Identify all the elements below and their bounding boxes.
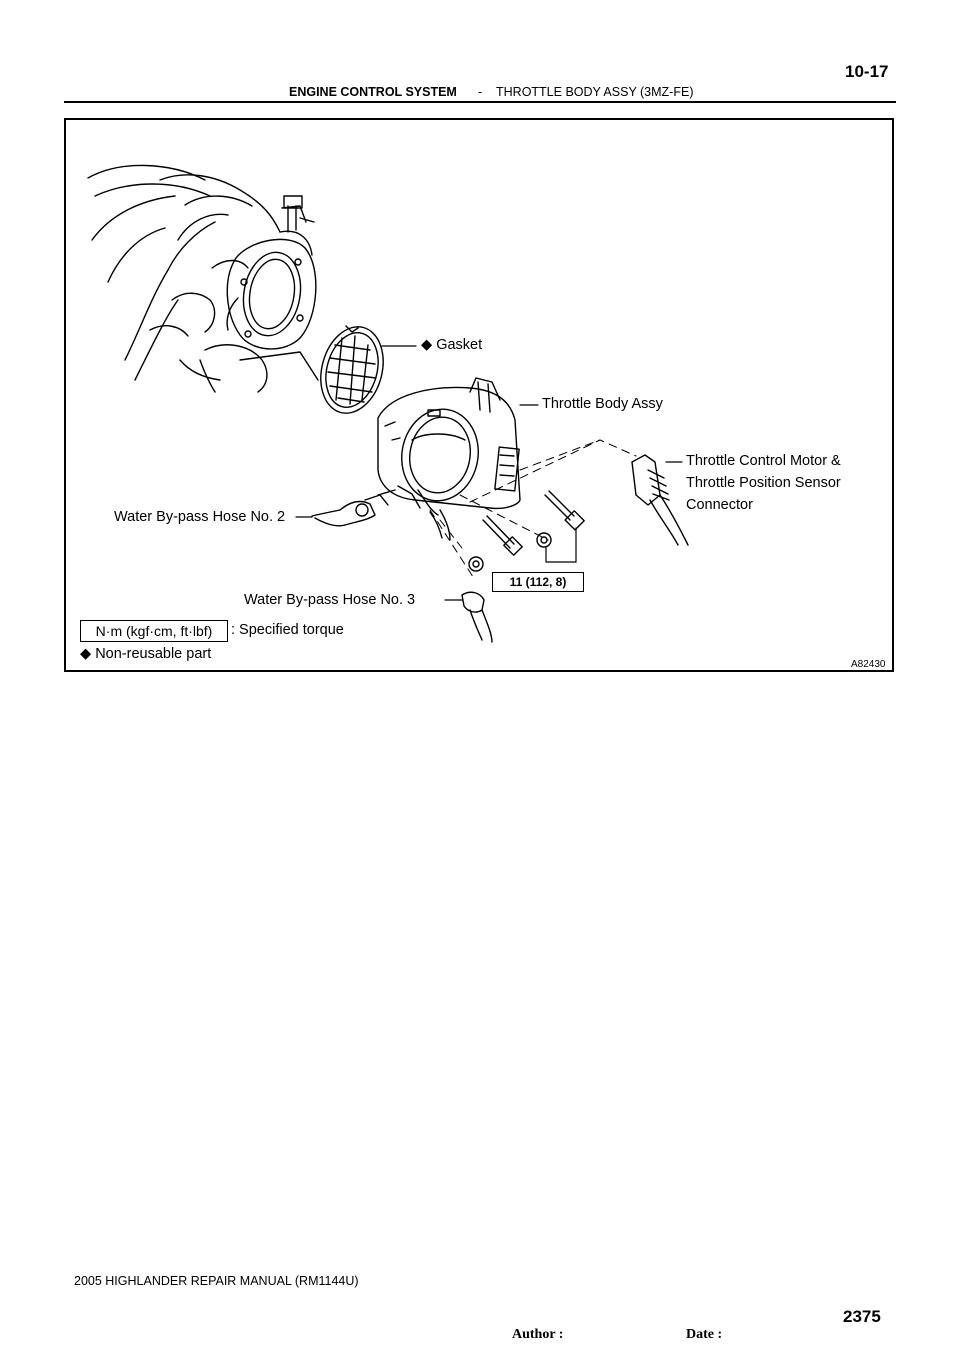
torque-value-box: 11 (112, 8) [492, 572, 584, 592]
non-reusable-legend-text: Non-reusable part [95, 646, 212, 662]
alignment-dashes [430, 440, 636, 580]
throttle-body-label: Throttle Body Assy [542, 396, 663, 412]
non-reusable-legend [80, 646, 211, 662]
page-total-number: 2375 [843, 1307, 881, 1326]
torque-unit-legend: N·m (kgf·cm, ft·lbf) [80, 620, 228, 642]
water-hose-no2-drawing [312, 490, 395, 526]
figure-code: A82430 [851, 659, 886, 670]
throttle-body-drawing [378, 378, 538, 515]
connector-drawing [632, 455, 688, 545]
connector-label-line3: Connector [686, 497, 753, 513]
connector-label-line1: Throttle Control Motor & [686, 453, 841, 469]
header-separator: - [478, 85, 483, 99]
manifold-flange-drawing [227, 239, 316, 349]
gasket-label-text: Gasket [436, 337, 483, 353]
bolts-drawing [469, 491, 584, 571]
page-number: 10-17 [845, 62, 889, 81]
torque-desc-legend: : Specified torque [231, 622, 344, 638]
page-title: THROTTLE BODY ASSY (3MZ-FE) [496, 85, 694, 99]
connector-label-line2: Throttle Position Sensor [686, 475, 841, 491]
water-hose-no3-drawing [430, 510, 492, 642]
hose-no2-label: Water By-pass Hose No. 2 [114, 509, 286, 525]
non-reusable-legend-icon: ◆ [80, 646, 92, 662]
author-label: Author : [512, 1327, 564, 1342]
manual-title: 2005 HIGHLANDER REPAIR MANUAL (RM1144U) [74, 1274, 359, 1288]
torque-leader-lines [546, 528, 576, 562]
gasket-label [421, 337, 482, 353]
hose-no3-label: Water By-pass Hose No. 3 [244, 592, 416, 608]
date-label: Date : [686, 1327, 723, 1342]
section-title: ENGINE CONTROL SYSTEM [289, 85, 457, 99]
gasket-drawing [312, 320, 416, 421]
intake-manifold-drawing [88, 165, 318, 392]
non-reusable-icon: ◆ [421, 337, 433, 353]
